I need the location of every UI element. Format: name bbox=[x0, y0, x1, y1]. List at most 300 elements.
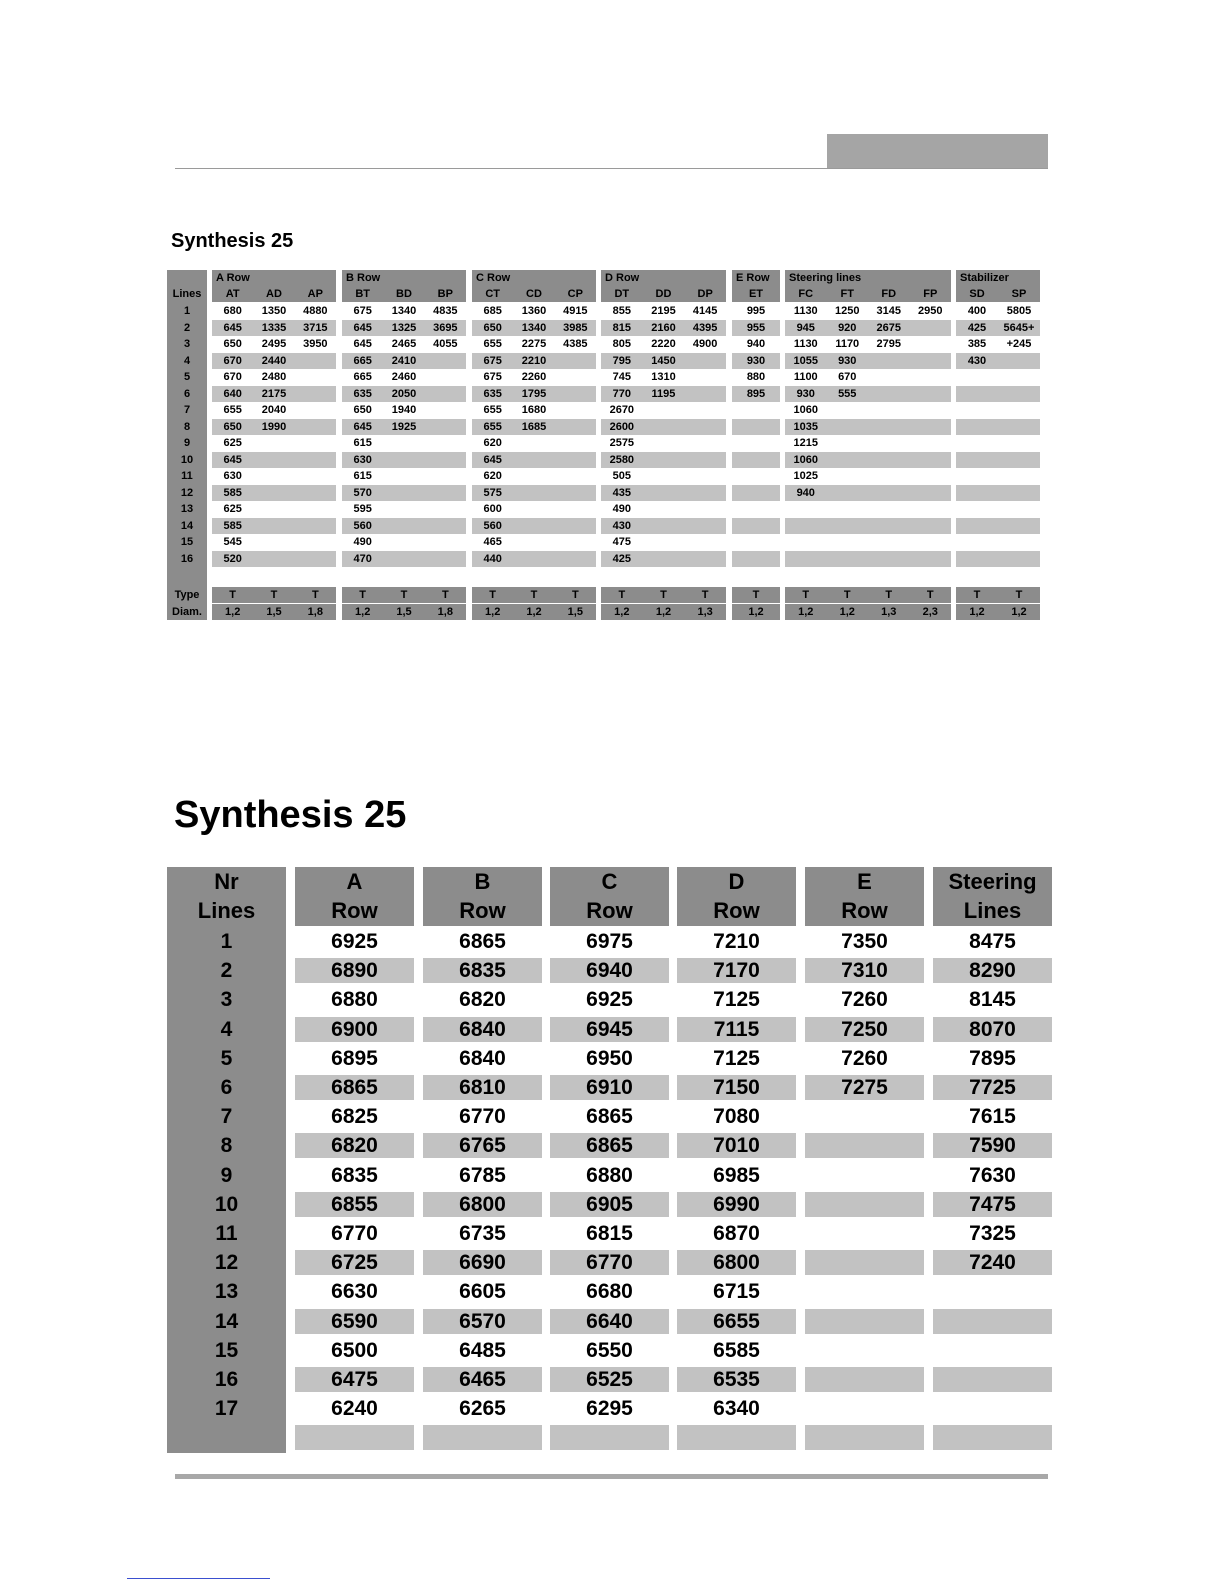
total-length-value bbox=[550, 1425, 669, 1450]
column-header: CP bbox=[567, 288, 583, 300]
row-column bbox=[805, 867, 924, 1453]
line-length-value: 2175 bbox=[261, 387, 287, 400]
line-length-value: 1925 bbox=[391, 420, 417, 433]
line-length-value: 670 bbox=[223, 354, 242, 367]
line-length-value: 505 bbox=[612, 470, 631, 482]
row-band bbox=[732, 551, 780, 567]
line-length-value: 1060 bbox=[793, 404, 818, 416]
line-length-value: 770 bbox=[612, 387, 631, 400]
line-diameter: 2,3 bbox=[922, 606, 938, 618]
line-length-value: 1325 bbox=[391, 321, 417, 334]
line-diameter: 1,3 bbox=[697, 606, 713, 618]
column-header-line2: Row bbox=[841, 898, 888, 923]
line-length-value: 680 bbox=[223, 305, 242, 317]
header-tab-box bbox=[827, 134, 1048, 169]
total-length-value: 6855 bbox=[295, 1192, 414, 1217]
line-length-value: 490 bbox=[353, 536, 372, 548]
total-length-value: 7725 bbox=[933, 1075, 1052, 1100]
line-length-value: 1990 bbox=[261, 420, 287, 433]
line-length-value: 4395 bbox=[692, 321, 718, 334]
row-band bbox=[732, 452, 780, 468]
line-number: 1 bbox=[220, 930, 233, 953]
line-length-value: 4835 bbox=[433, 305, 458, 317]
total-length-value: 6975 bbox=[586, 930, 633, 953]
line-number: 1 bbox=[183, 305, 191, 317]
column-header: FD bbox=[881, 288, 897, 300]
total-length-value: 6820 bbox=[295, 1133, 414, 1158]
line-type: T bbox=[843, 589, 851, 601]
line-length-value: 635 bbox=[483, 387, 502, 400]
line-length-value: 2440 bbox=[261, 354, 287, 367]
line-length-value: 1035 bbox=[793, 420, 818, 433]
total-length-value: 6765 bbox=[423, 1133, 542, 1158]
line-diameter: 1,2 bbox=[355, 606, 371, 618]
line-number: 15 bbox=[214, 1338, 239, 1362]
total-length-value: 6690 bbox=[423, 1250, 542, 1275]
line-length-value: 1100 bbox=[793, 371, 818, 383]
line-type: T bbox=[270, 589, 278, 601]
line-length-value: 2675 bbox=[876, 321, 901, 334]
line-length-value: 2495 bbox=[261, 338, 287, 350]
line-length-value: 670 bbox=[223, 371, 242, 383]
total-length-value: 6840 bbox=[423, 1017, 542, 1042]
line-length-value: 1130 bbox=[793, 305, 818, 317]
line-length-value: 795 bbox=[612, 354, 631, 367]
line-length-value: 640 bbox=[223, 387, 242, 400]
total-length-value: 8475 bbox=[969, 930, 1016, 953]
line-length-value: 600 bbox=[483, 503, 502, 515]
column-header: DP bbox=[697, 288, 713, 300]
line-length-value: 560 bbox=[483, 519, 502, 532]
line-length-value: 400 bbox=[967, 305, 987, 317]
line-length-value: 645 bbox=[353, 420, 372, 433]
column-header: FT bbox=[840, 288, 854, 300]
line-number: 11 bbox=[181, 470, 193, 482]
total-length-value: 6890 bbox=[295, 958, 414, 983]
line-length-value: 2410 bbox=[391, 354, 417, 367]
total-length-value bbox=[933, 1309, 1052, 1334]
total-length-value: 6880 bbox=[331, 988, 378, 1012]
line-length-value: 425 bbox=[612, 552, 631, 565]
line-length-value: 920 bbox=[838, 321, 857, 334]
column-header: BD bbox=[396, 288, 412, 300]
line-length-value: 805 bbox=[612, 338, 631, 350]
line-length-value: 650 bbox=[223, 338, 242, 350]
total-length-value: 6900 bbox=[295, 1017, 414, 1042]
line-type: T bbox=[229, 589, 237, 601]
row-band bbox=[956, 485, 1040, 501]
row-band bbox=[785, 551, 951, 567]
total-length-value bbox=[805, 1250, 924, 1275]
line-length-value: 435 bbox=[612, 486, 631, 499]
line-length-value: 1680 bbox=[521, 404, 547, 416]
line-length-value: 650 bbox=[483, 321, 502, 334]
line-length-value: 930 bbox=[796, 387, 815, 400]
line-length-value: 615 bbox=[353, 470, 372, 482]
total-length-value bbox=[805, 1133, 924, 1158]
total-length-value: 6630 bbox=[331, 1280, 378, 1304]
line-number: 10 bbox=[180, 453, 194, 466]
group-label: D Row bbox=[605, 272, 640, 284]
line-length-value: 645 bbox=[223, 321, 242, 334]
line-length-value: 430 bbox=[967, 354, 987, 367]
line-length-value: 465 bbox=[483, 536, 502, 548]
total-length-value: 6870 bbox=[713, 1222, 760, 1245]
total-length-value: 6680 bbox=[586, 1280, 633, 1304]
group-label: A Row bbox=[216, 272, 250, 284]
line-length-value: 2465 bbox=[391, 338, 417, 350]
total-length-value: 6865 bbox=[586, 1105, 633, 1129]
total-length-value: 7630 bbox=[969, 1163, 1016, 1187]
line-length-value: 630 bbox=[353, 453, 372, 466]
line-length-value: 940 bbox=[746, 338, 766, 350]
line-number: 3 bbox=[220, 988, 233, 1012]
line-length-value: 880 bbox=[746, 371, 766, 383]
line-length-value: 595 bbox=[353, 503, 372, 515]
total-length-value bbox=[295, 1425, 414, 1450]
total-length-value: 6880 bbox=[586, 1163, 633, 1187]
line-type: T bbox=[530, 589, 538, 601]
line-length-value: 625 bbox=[223, 503, 242, 515]
line-length-value: 2460 bbox=[391, 371, 417, 383]
line-length-value: 3145 bbox=[876, 305, 901, 317]
group-label: B Row bbox=[346, 272, 381, 284]
total-length-value: 7080 bbox=[713, 1105, 760, 1129]
line-length-value: 930 bbox=[746, 354, 766, 367]
line-length-value: 1940 bbox=[391, 404, 417, 416]
line-length-value: 1685 bbox=[521, 420, 547, 433]
column-header bbox=[550, 867, 669, 926]
line-type: T bbox=[660, 589, 667, 601]
line-length-value: 2580 bbox=[609, 453, 635, 466]
line-number: 4 bbox=[220, 1017, 233, 1041]
row-band bbox=[732, 419, 780, 435]
line-diameter: 1,8 bbox=[307, 606, 323, 618]
total-length-value: 6810 bbox=[423, 1075, 542, 1100]
total-length-value bbox=[805, 1163, 924, 1188]
line-number: 15 bbox=[180, 536, 194, 548]
row-band bbox=[956, 419, 1040, 435]
total-length-value: 6840 bbox=[459, 1046, 506, 1070]
line-type: T bbox=[441, 589, 449, 601]
line-diameter: 1,2 bbox=[969, 606, 985, 618]
column-header: FC bbox=[798, 288, 814, 300]
line-diameter: 1,5 bbox=[266, 606, 282, 618]
line-length-value: 940 bbox=[796, 486, 815, 499]
total-length-value: 6945 bbox=[550, 1017, 669, 1042]
line-diameter: 1,8 bbox=[437, 606, 453, 618]
column-header: CD bbox=[526, 288, 542, 300]
line-length-value: 2950 bbox=[918, 305, 943, 317]
column-header bbox=[933, 867, 1052, 926]
total-length-value: 6485 bbox=[459, 1338, 506, 1362]
header-rule bbox=[175, 168, 1048, 169]
column-header-line1: Steering bbox=[948, 869, 1037, 894]
line-number: 7 bbox=[220, 1105, 233, 1129]
total-length-value: 6825 bbox=[331, 1105, 378, 1129]
line-number: 13 bbox=[180, 503, 194, 515]
line-length-value: 645 bbox=[353, 321, 372, 334]
row-band bbox=[732, 485, 780, 501]
line-length-value: 895 bbox=[746, 387, 766, 400]
line-length-value: 1335 bbox=[261, 321, 287, 334]
line-length-value: 585 bbox=[223, 486, 242, 499]
total-length-value: 6865 bbox=[550, 1133, 669, 1158]
column-header-line2: Lines bbox=[963, 898, 1022, 923]
total-length-value: 6800 bbox=[423, 1192, 542, 1217]
line-type: T bbox=[400, 589, 408, 601]
row-band bbox=[732, 518, 780, 534]
group-label: Stabilizer bbox=[960, 272, 1009, 284]
line-number: 5 bbox=[183, 371, 191, 383]
total-length-value: 6715 bbox=[713, 1280, 760, 1304]
row-band bbox=[956, 551, 1040, 567]
line-length-value: 3715 bbox=[303, 321, 328, 334]
line-length-value: 5645+ bbox=[1003, 321, 1035, 334]
total-length-value: 6725 bbox=[295, 1250, 414, 1275]
line-length-value: 545 bbox=[223, 536, 242, 548]
big-table-title: Synthesis 25 bbox=[174, 794, 407, 836]
column-header: AD bbox=[266, 288, 282, 300]
line-diameter: 1,2 bbox=[748, 606, 764, 618]
line-diameter: 1,5 bbox=[567, 606, 583, 618]
diam-label: Diam. bbox=[172, 606, 202, 618]
column-header bbox=[677, 867, 796, 926]
line-length-value: 675 bbox=[483, 371, 502, 383]
total-length-value: 7615 bbox=[969, 1105, 1016, 1129]
total-length-value: 6265 bbox=[459, 1397, 506, 1421]
column-header: SP bbox=[1011, 288, 1027, 300]
line-length-value: 655 bbox=[223, 404, 242, 416]
line-length-value: 3950 bbox=[303, 338, 328, 350]
total-length-value: 8145 bbox=[969, 988, 1016, 1012]
line-diameter: 1,2 bbox=[526, 606, 542, 618]
line-length-value: 955 bbox=[746, 321, 766, 334]
total-length-value: 7590 bbox=[933, 1133, 1052, 1158]
total-length-value: 7125 bbox=[713, 988, 760, 1012]
line-number: 2 bbox=[220, 959, 233, 983]
total-length-value: 7325 bbox=[969, 1222, 1016, 1245]
line-diameter: 1,3 bbox=[881, 606, 897, 618]
total-length-value bbox=[933, 1367, 1052, 1392]
total-length-value: 7310 bbox=[805, 958, 924, 983]
total-length-value: 6835 bbox=[331, 1163, 378, 1187]
column-header-line1: Nr bbox=[214, 869, 239, 894]
line-length-value: 2480 bbox=[261, 371, 287, 383]
total-length-value: 7250 bbox=[805, 1017, 924, 1042]
line-number: 9 bbox=[183, 437, 191, 449]
total-length-value: 6925 bbox=[586, 988, 633, 1012]
column-header bbox=[167, 867, 286, 926]
line-number: 13 bbox=[214, 1280, 239, 1304]
line-length-value: +245 bbox=[1006, 338, 1032, 350]
line-length-value: 425 bbox=[967, 321, 987, 334]
total-length-value: 6950 bbox=[586, 1046, 633, 1070]
total-length-value: 6475 bbox=[295, 1367, 414, 1392]
line-length-value: 2575 bbox=[609, 437, 635, 449]
line-length-value: 995 bbox=[746, 305, 766, 317]
line-diameter: 1,2 bbox=[655, 606, 672, 618]
column-header: DT bbox=[614, 288, 630, 300]
line-length-value: 1060 bbox=[793, 453, 818, 466]
line-length-value: 645 bbox=[483, 453, 502, 466]
line-number: 16 bbox=[180, 552, 194, 565]
row-column bbox=[295, 867, 414, 1453]
line-length-value: 2260 bbox=[521, 371, 547, 383]
total-length-value bbox=[933, 1425, 1052, 1450]
total-length-value bbox=[423, 1425, 542, 1450]
line-length-value: 1450 bbox=[651, 354, 676, 367]
total-length-value: 6820 bbox=[459, 988, 506, 1012]
line-number: 7 bbox=[183, 404, 191, 416]
line-number: 10 bbox=[214, 1192, 239, 1216]
column-header-line1: A bbox=[346, 869, 363, 894]
line-type: T bbox=[802, 589, 810, 601]
column-header-line2: Row bbox=[459, 898, 506, 923]
line-length-value: 665 bbox=[353, 371, 372, 383]
total-length-value: 6340 bbox=[713, 1397, 760, 1421]
line-number: 17 bbox=[214, 1397, 239, 1421]
line-number: 16 bbox=[214, 1368, 239, 1391]
total-length-value: 7150 bbox=[677, 1075, 796, 1100]
line-type: T bbox=[489, 589, 497, 601]
line-number: 11 bbox=[215, 1222, 238, 1245]
line-length-value: 5805 bbox=[1006, 305, 1032, 317]
total-length-value bbox=[805, 1396, 924, 1421]
total-length-value: 6895 bbox=[331, 1046, 378, 1070]
row-band bbox=[956, 452, 1040, 468]
total-length-value: 6815 bbox=[586, 1222, 633, 1245]
total-length-value bbox=[933, 1396, 1052, 1421]
total-length-value: 6655 bbox=[677, 1309, 796, 1334]
line-length-value: 575 bbox=[483, 486, 502, 499]
line-type: T bbox=[973, 589, 981, 601]
line-length-value: 675 bbox=[483, 354, 502, 367]
line-diameter: 1,2 bbox=[1011, 606, 1027, 618]
column-header-line2: Lines bbox=[197, 898, 256, 923]
column-header bbox=[423, 867, 542, 926]
group-label: C Row bbox=[476, 272, 511, 284]
line-length-value: 4900 bbox=[692, 338, 718, 350]
line-length-value: 585 bbox=[223, 519, 242, 532]
total-length-value: 7115 bbox=[677, 1017, 796, 1042]
total-length-value: 7895 bbox=[969, 1046, 1016, 1070]
line-number: 12 bbox=[180, 486, 194, 499]
small-table-title: Synthesis 25 bbox=[171, 230, 294, 252]
line-type: T bbox=[701, 589, 709, 601]
line-length-value: 645 bbox=[353, 338, 372, 350]
line-length-value: 645 bbox=[223, 453, 242, 466]
line-length-value: 555 bbox=[838, 387, 857, 400]
line-length-value: 2795 bbox=[876, 338, 901, 350]
total-length-value bbox=[805, 1367, 924, 1392]
total-length-value: 6605 bbox=[459, 1280, 506, 1304]
line-length-value: 815 bbox=[612, 321, 631, 334]
line-length-value: 3985 bbox=[563, 321, 588, 334]
line-number: 12 bbox=[214, 1251, 239, 1275]
total-length-value bbox=[805, 1309, 924, 1334]
line-lengths-detail-table bbox=[167, 270, 1052, 620]
type-label: Type bbox=[174, 589, 200, 601]
total-length-value: 6590 bbox=[295, 1309, 414, 1334]
total-length-value: 7210 bbox=[713, 930, 760, 953]
line-number: 14 bbox=[214, 1309, 239, 1333]
total-length-value: 6500 bbox=[331, 1338, 378, 1362]
line-length-value: 1215 bbox=[793, 437, 818, 449]
total-length-value: 6985 bbox=[713, 1163, 760, 1187]
total-length-value: 6550 bbox=[586, 1338, 633, 1362]
column-header bbox=[805, 867, 924, 926]
line-length-value: 4915 bbox=[563, 305, 588, 317]
total-length-value: 7125 bbox=[713, 1046, 760, 1070]
line-length-value: 520 bbox=[223, 552, 242, 565]
line-number: 8 bbox=[220, 1134, 233, 1158]
line-length-value: 675 bbox=[353, 305, 372, 317]
total-length-value: 7475 bbox=[933, 1192, 1052, 1217]
group-label: Steering lines bbox=[789, 272, 862, 284]
line-length-value: 615 bbox=[353, 437, 372, 449]
line-length-value: 2210 bbox=[521, 354, 547, 367]
total-length-value: 6770 bbox=[331, 1222, 378, 1245]
total-length-value bbox=[805, 1425, 924, 1450]
line-length-value: 4880 bbox=[303, 305, 328, 317]
line-length-value: 670 bbox=[838, 371, 857, 383]
row-band bbox=[785, 518, 951, 534]
total-length-value: 6535 bbox=[677, 1367, 796, 1392]
footer-rule bbox=[175, 1474, 1048, 1479]
line-diameter: 1,2 bbox=[225, 606, 241, 618]
row-column bbox=[423, 867, 542, 1453]
line-type: T bbox=[359, 589, 367, 601]
line-type: T bbox=[885, 589, 893, 601]
line-length-value: 1130 bbox=[793, 338, 818, 350]
column-header: FP bbox=[923, 288, 938, 300]
line-length-value: 855 bbox=[612, 305, 631, 317]
line-type: T bbox=[752, 589, 760, 601]
line-number: 5 bbox=[220, 1046, 233, 1070]
line-type: T bbox=[926, 589, 934, 601]
line-length-value: 655 bbox=[483, 338, 502, 350]
line-length-value: 490 bbox=[612, 503, 631, 515]
line-length-value: 635 bbox=[353, 387, 372, 400]
total-length-value: 6940 bbox=[550, 958, 669, 983]
line-length-value: 2160 bbox=[651, 321, 676, 334]
group-label: E Row bbox=[736, 272, 770, 284]
footer-link-underline bbox=[127, 1578, 270, 1579]
total-length-value: 8290 bbox=[933, 958, 1052, 983]
line-type: T bbox=[1015, 589, 1023, 601]
total-length-value: 6640 bbox=[550, 1309, 669, 1334]
column-header: ET bbox=[748, 288, 764, 300]
total-length-value: 6735 bbox=[459, 1222, 506, 1245]
total-length-value: 6240 bbox=[331, 1397, 378, 1421]
line-diameter: 1,5 bbox=[396, 606, 412, 618]
total-length-value: 6865 bbox=[459, 930, 506, 953]
line-length-value: 475 bbox=[612, 536, 631, 548]
nr-lines-column bbox=[167, 867, 286, 1453]
row-column bbox=[550, 867, 669, 1453]
line-length-value: 2600 bbox=[609, 420, 635, 433]
line-length-value: 655 bbox=[483, 420, 502, 433]
line-number: 4 bbox=[183, 354, 191, 367]
column-header-line1: D bbox=[728, 869, 745, 894]
column-header: DD bbox=[655, 288, 672, 300]
total-length-value: 6865 bbox=[295, 1075, 414, 1100]
line-length-value: 570 bbox=[353, 486, 372, 499]
total-length-value bbox=[805, 1279, 924, 1304]
total-length-value: 7260 bbox=[841, 1046, 888, 1070]
total-length-value: 7240 bbox=[933, 1250, 1052, 1275]
